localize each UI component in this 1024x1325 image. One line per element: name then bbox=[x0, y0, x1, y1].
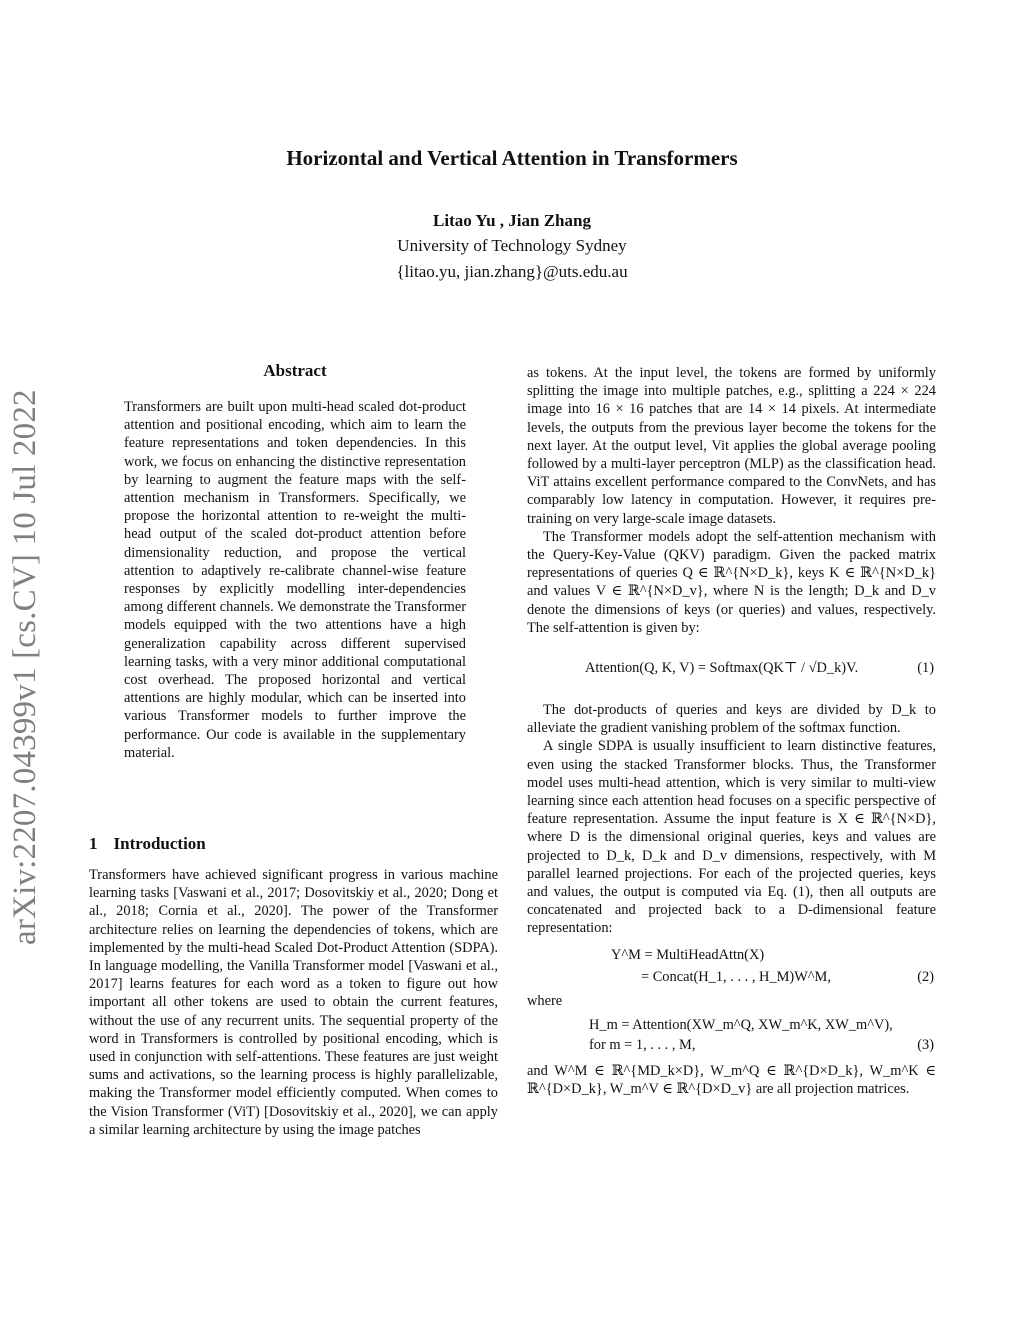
equation-2-line-1: Y^M = MultiHeadAttn(X) bbox=[611, 946, 765, 963]
abstract-heading: Abstract bbox=[263, 361, 327, 380]
equation-3-line-2: for m = 1, . . . , M, bbox=[589, 1036, 696, 1053]
equation-1-body: Attention(Q, K, V) = Softmax(QK⊤ / √D_k)V. bbox=[585, 660, 859, 677]
equation-2-number: (2) bbox=[917, 968, 934, 985]
equation-3-number: (3) bbox=[917, 1036, 934, 1053]
intro-body: Transformers have achieved significant progress in various machine learning tasks [Vaswani et al., 2017; Dosovitskiy et al., 2020; Dong et al., 2018; Cornia et al., 2020]. The power of the Transformer architecture relies on learning the dependencies of tokens, which are implemented by the multi-head Scaled Dot-Product Attention (SDPA). In language modelling, the Vanilla Transformer model [Vaswani et al., 2017] learns features for each word as a token to figure out how important all other tokens are used to obtain the current features, without the use of any recurrent units. The sequential property of the word in Transformers is controlled by positional encoding, which is used in conjunction with self-attentions. These features are just weight sums and activations, so the learning process is highly parallelizable, making the Transformer model efficiently computed. When comes to the Vision Transformer (ViT) [Dosovitskiy et al., 2020], we can apply a similar learning architecture by using the image patches bbox=[89, 867, 498, 1138]
equation-2 bbox=[527, 944, 936, 992]
paper-authors: Litao Yu , Jian Zhang bbox=[433, 211, 591, 230]
equation-3 bbox=[527, 1014, 936, 1062]
right-paragraph-2: The Transformer models adopt the self-attention mechanism with the Query-Key-Value (QKV) paradigm. Given the packed matrix representations of queries Q ∈ ℝ^{N×D_k}, keys K ∈ ℝ^{N×D_k} and values V ∈ ℝ^{N×D_v}, where N is the length; D_k and D_v denote the dimensions of keys (or queries) and values, respectively. The self-attention is given by: bbox=[527, 528, 936, 636]
paper-affiliation: University of Technology Sydney bbox=[397, 236, 627, 255]
right-column bbox=[527, 364, 936, 1098]
section-title: Introduction bbox=[113, 834, 206, 853]
equation-3-line-1: H_m = Attention(XW_m^Q, XW_m^K, XW_m^V), bbox=[589, 1016, 893, 1033]
section-number: 1 bbox=[89, 834, 98, 853]
paper-title: Horizontal and Vertical Attention in Transformers bbox=[286, 146, 738, 170]
abstract-body: Transformers are built upon multi-head scaled dot-product attention and positional encoding, which aim to learn the feature representations and token dependencies. In this work, we focus on enhancing the distinctive representation by learning to augment the feature maps with the self-attention mechanism in Transformers. Specifically, we propose the horizontal attention to re-weight the multi-head output of the scaled dot-product attention before dimensionality reduction, and propose the vertical attention to adaptively re-calibrate channel-wise feature responses by explicitly modelling inter-dependencies among different channels. We demonstrate the Transformer models equipped with the two attentions have a high generalization capability across different supervised learning tasks, with a very minor additional computational cost overhead. The proposed horizontal and vertical attentions are highly modular, which can be inserted into various Transformer models to further improve the performance. Our code is available in the supplementary material. bbox=[124, 399, 466, 761]
intro-heading bbox=[89, 834, 206, 854]
right-paragraph-3: The dot-products of queries and keys are divided by D_k to alleviate the gradient vanishing problem of the softmax function. bbox=[527, 702, 936, 737]
equation-1 bbox=[527, 643, 936, 697]
equation-2-line-2: = Concat(H_1, . . . , H_M)W^M, bbox=[641, 968, 831, 985]
equation-1-number: (1) bbox=[917, 660, 934, 677]
where-label: where bbox=[527, 992, 563, 1009]
paper-email: {litao.yu, jian.zhang}@uts.edu.au bbox=[396, 262, 628, 281]
right-paragraph-1: as tokens. At the input level, the tokens are formed by uniformly splitting the image into multiple patches, e.g., splitting a 224 × 224 image into 16 × 16 patches that are 14 × 14 pixels. At intermediate levels, the outputs from the previous layer become the tokens for the next layer. At the output level, Vit applies the global average pooling followed by a multi-layer perceptron (MLP) as the classification head. ViT attains excellent performance compared to the ConvNets, and has comparably low latency in computation. However, it requires pre-training on very large-scale image datasets. bbox=[527, 365, 936, 527]
right-paragraph-4: A single SDPA is usually insufficient to learn distinctive features, even using the stacked Transformer blocks. Thus, the Transformer model uses multi-head attention, which is very similar to multi-view learning since each attention head focuses on a specific perspective of feature representation. Assume the input feature is X ∈ ℝ^{N×D}, where D is the dimensional original queries, keys and values are projected to D_k, D_k and D_v dimensions, respectively, with M parallel learned projections. For each of the projected queries, keys and values, the output is computed via Eq. (1), then all outputs are concatenated and projected back to a D-dimensional feature representation: bbox=[527, 738, 936, 937]
right-paragraph-5: and W^M ∈ ℝ^{MD_k×D}, W_m^Q ∈ ℝ^{D×D_k}, W_m^K ∈ ℝ^{D×D_k}, W_m^V ∈ ℝ^{D×D_v} are all projection matrices. bbox=[527, 1062, 936, 1098]
arxiv-stamp: arXiv:2207.04399v1 [cs.CV] 10 Jul 2022 bbox=[7, 389, 43, 945]
